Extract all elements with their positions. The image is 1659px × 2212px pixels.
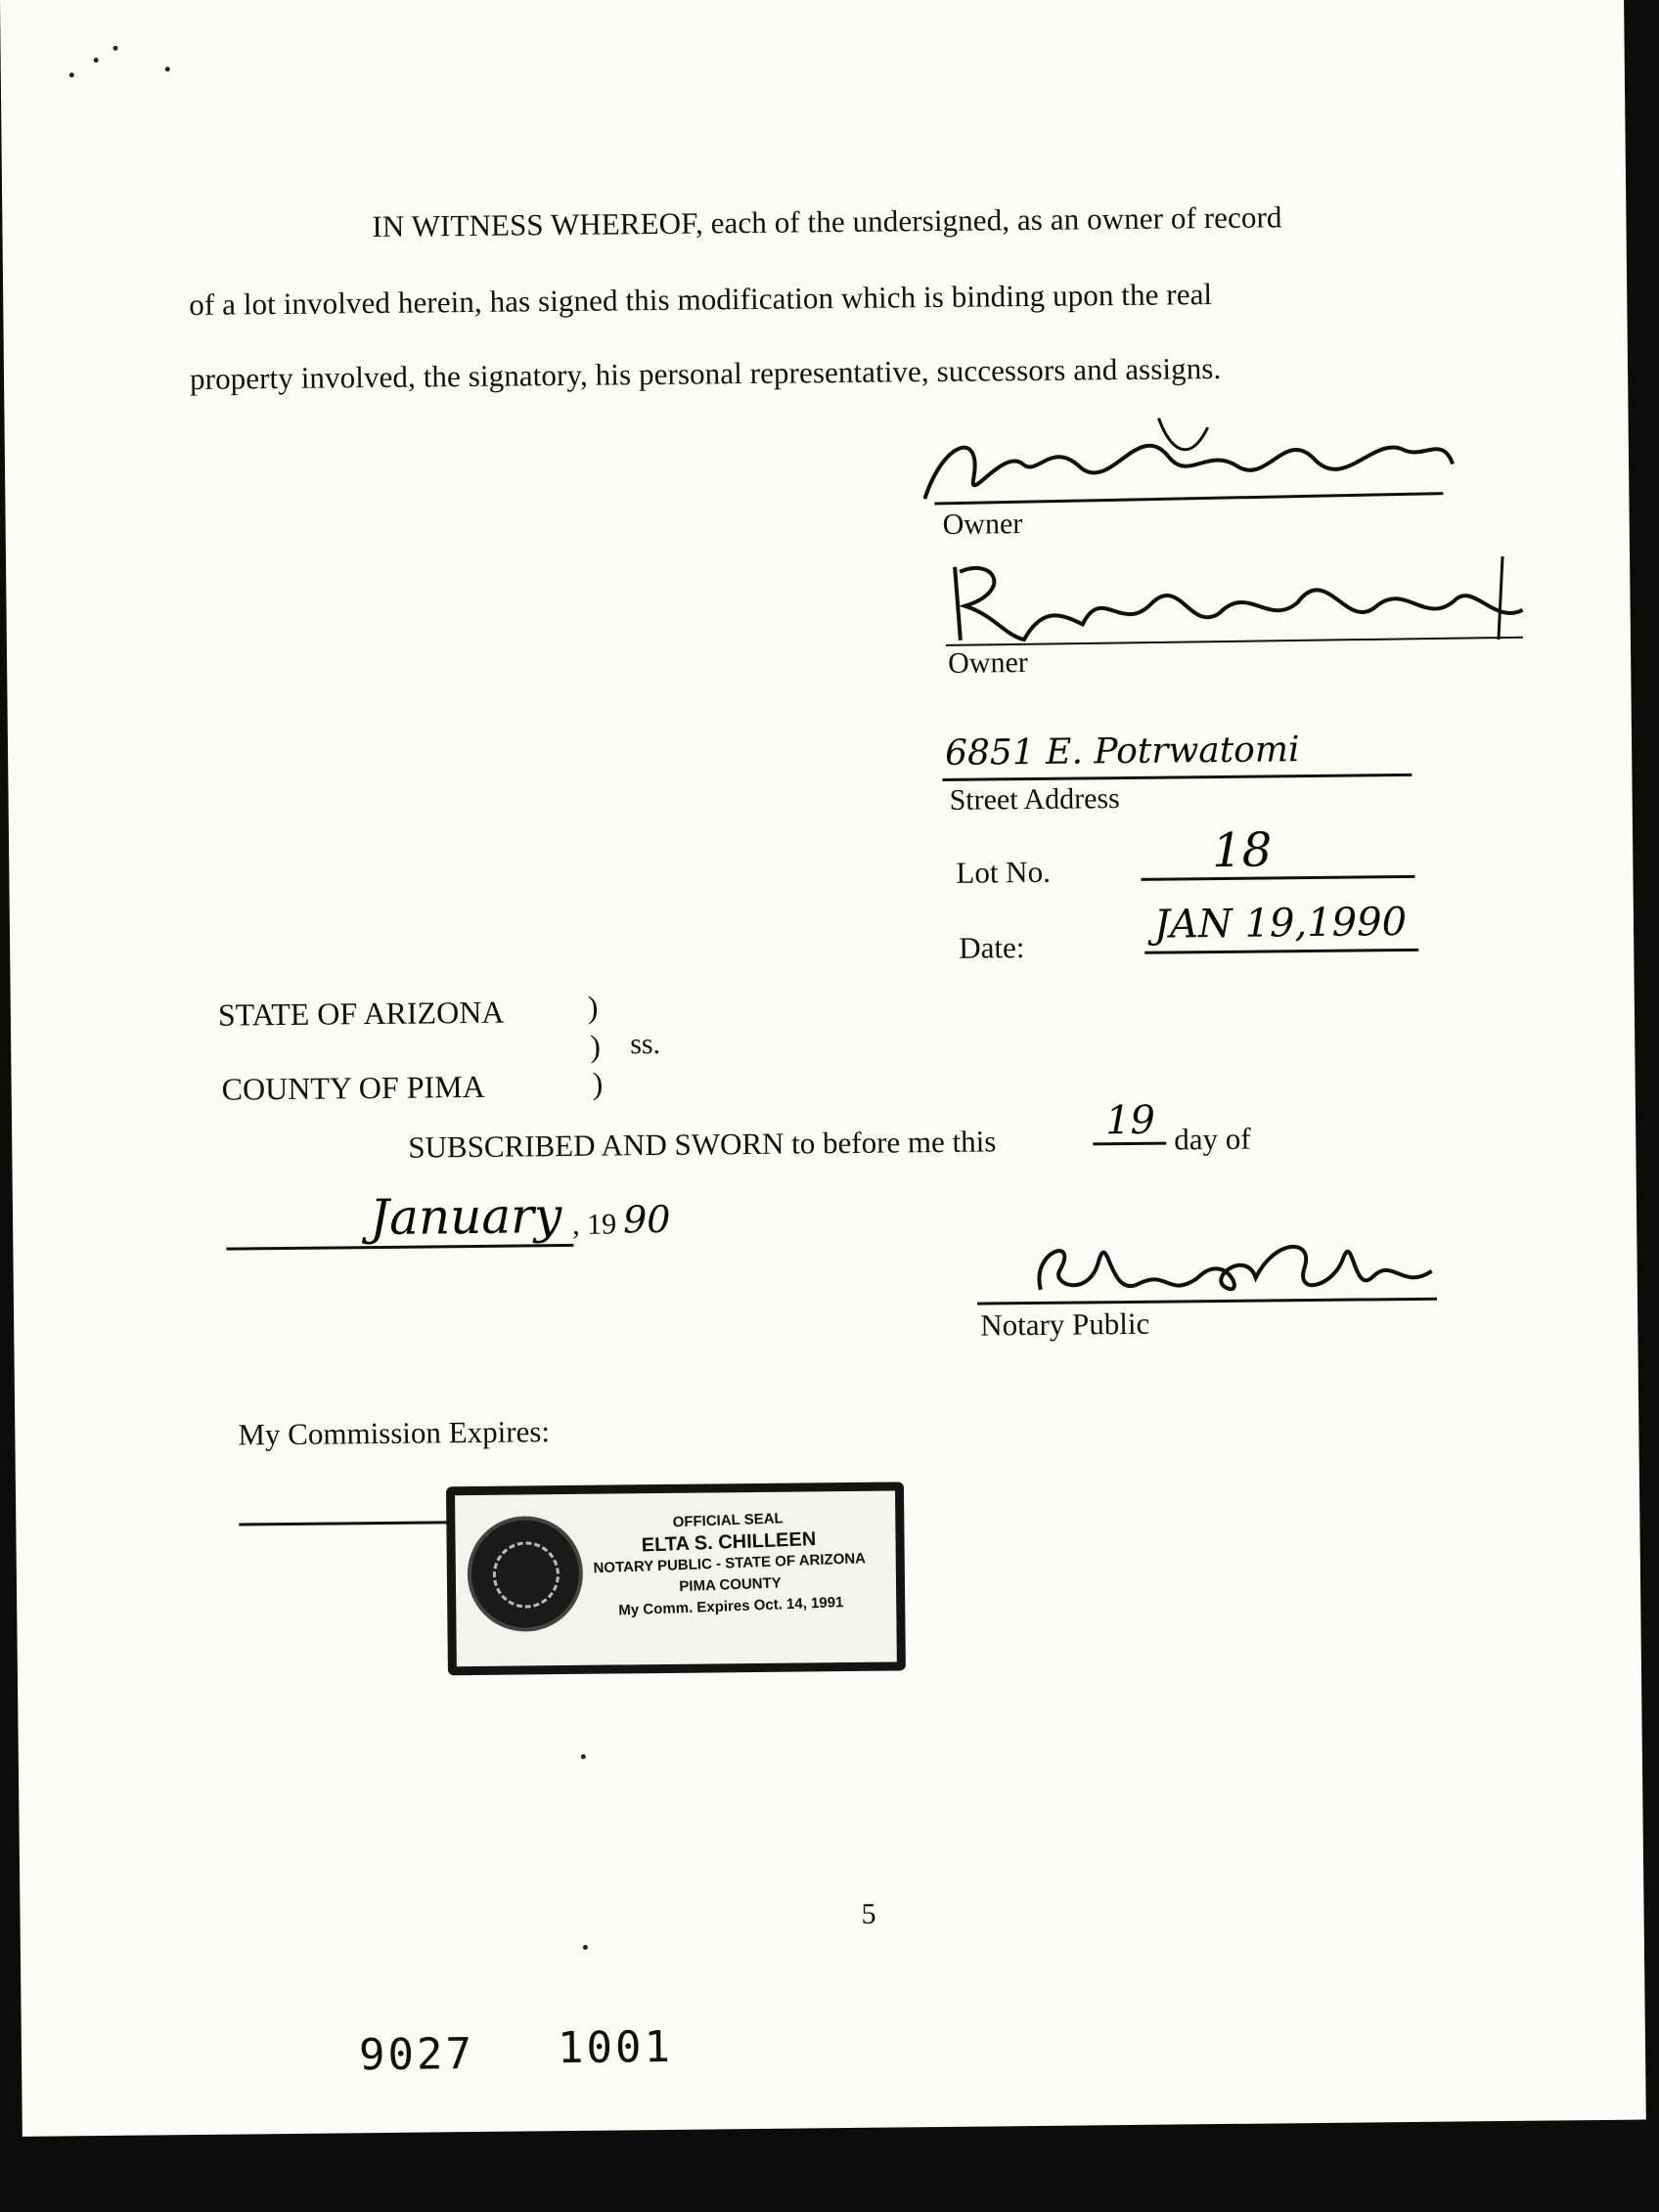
ss-label: ss.	[630, 1027, 661, 1061]
stamp-line-5: My Comm. Expires Oct. 14, 1991	[618, 1594, 844, 1619]
date-value: JAN 19,1990	[1153, 899, 1408, 948]
commission-expires-label: My Commission Expires:	[238, 1414, 551, 1452]
page-number: 5	[861, 1897, 876, 1930]
date-line	[1144, 949, 1418, 954]
owner-2-label: Owner	[947, 646, 1028, 680]
witness-line-3: property involved, the signatory, his personal representative, successors and assigns.	[189, 350, 1222, 396]
notary-seal-icon	[467, 1516, 583, 1632]
scan-speck	[583, 1945, 588, 1950]
jurat-year-value: 90	[622, 1197, 671, 1242]
jurat-day-of-text: day of	[1174, 1121, 1251, 1157]
scan-speck	[165, 66, 170, 71]
owner-2-signature	[935, 542, 1543, 660]
jurat-day-line	[1093, 1142, 1166, 1146]
lot-number-label: Lot No.	[956, 854, 1052, 890]
lot-number-line	[1141, 875, 1414, 881]
street-address-value: 6851 E. Potrwatomi	[944, 730, 1300, 774]
venue-paren-1: )	[587, 989, 599, 1025]
stamp-text-block	[581, 1505, 878, 1623]
date-label: Date:	[959, 930, 1025, 965]
jurat-day-value: 19	[1104, 1097, 1156, 1144]
bottom-code-right: 1001	[557, 2021, 674, 2074]
county-label: COUNTY OF PIMA	[221, 1068, 485, 1107]
street-address-line	[942, 774, 1412, 781]
jurat-year-prefix: , 19	[571, 1208, 617, 1241]
stamp-line-1: OFFICIAL SEAL	[672, 1510, 784, 1531]
jurat-month-value: January	[369, 1187, 562, 1247]
jurat-month-line	[226, 1244, 573, 1251]
scan-speck	[69, 72, 74, 77]
owner-1-signature	[914, 405, 1462, 518]
scan-speck	[112, 46, 117, 51]
witness-line-2: of a lot involved herein, has signed this modification which is binding upon the real	[189, 277, 1213, 322]
bottom-code-left: 9027	[358, 2029, 475, 2081]
lot-number-value: 18	[1211, 822, 1273, 879]
witness-line-1: IN WITNESS WHEREOF, each of the undersigned, as an owner of record	[372, 199, 1282, 244]
venue-paren-3: )	[592, 1065, 604, 1101]
official-seal-stamp	[446, 1482, 906, 1675]
stamp-line-3: NOTARY PUBLIC - STATE OF ARIZONA	[593, 1550, 867, 1577]
binding-tab-mark	[1, 117, 19, 268]
stamp-line-2: ELTA S. CHILLEEN	[641, 1528, 817, 1557]
owner-1-label: Owner	[942, 508, 1023, 541]
venue-paren-2: )	[590, 1028, 602, 1064]
state-label: STATE OF ARIZONA	[217, 994, 505, 1033]
street-address-label: Street Address	[949, 782, 1120, 817]
notary-public-label: Notary Public	[980, 1305, 1150, 1343]
stamp-line-4: PIMA COUNTY	[679, 1574, 783, 1596]
jurat-text: SUBSCRIBED AND SWORN to before me this	[408, 1124, 997, 1165]
commission-expires-line	[239, 1521, 454, 1526]
scan-speck	[581, 1754, 586, 1759]
scan-speck	[94, 58, 99, 63]
